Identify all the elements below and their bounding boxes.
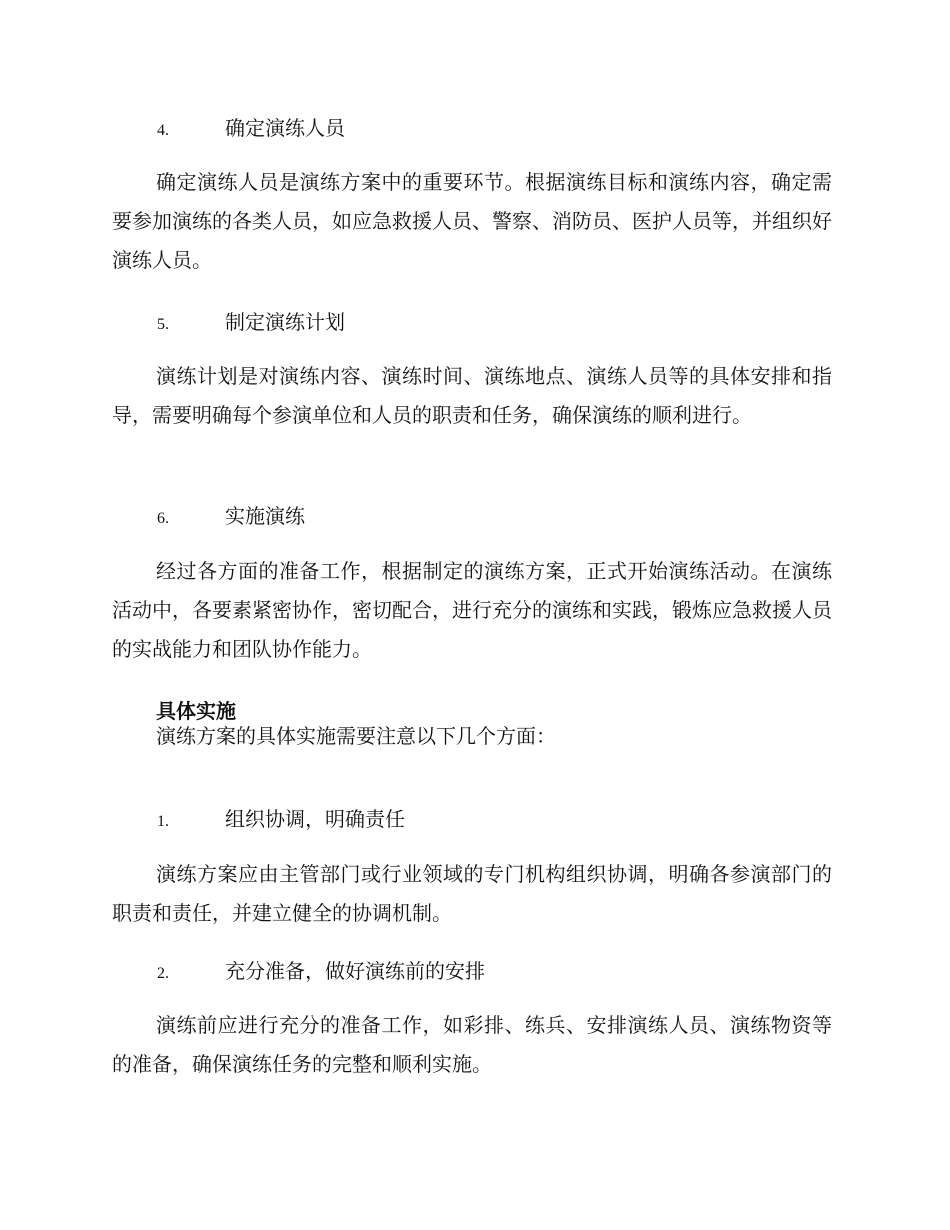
body-paragraph: 确定演练人员是演练方案中的重要环节。根据演练目标和演练内容，确定需要参加演练的各类人员，如应急救援人员、警察、消防员、医护人员等，并组织好演练人员。	[112, 170, 832, 272]
list-item	[112, 502, 832, 533]
list-number: 1.	[157, 813, 169, 830]
list-item	[112, 805, 832, 836]
body-paragraph: 经过各方面的准备工作，根据制定的演练方案，正式开始演练活动。在演练活动中，各要素紧密协作，密切配合，进行充分的演练和实践，锻炼应急救援人员的实战能力和团队协作能力。	[112, 559, 832, 661]
list-item-title: 充分准备，做好演练前的安排	[225, 959, 485, 983]
list-item-title: 组织协调，明确责任	[225, 807, 405, 831]
list-item-title: 制定演练计划	[225, 310, 345, 334]
list-item-title: 确定演练人员	[225, 116, 345, 140]
list-item	[112, 957, 832, 988]
list-number: 6.	[157, 510, 169, 527]
body-paragraph: 演练方案的具体实施需要注意以下几个方面：	[156, 724, 556, 748]
list-item	[112, 308, 832, 339]
list-number: 2.	[157, 965, 169, 982]
list-item-title: 实施演练	[225, 504, 305, 528]
section-heading: 具体实施	[156, 699, 236, 723]
list-number: 4.	[157, 122, 169, 139]
body-paragraph: 演练计划是对演练内容、演练时间、演练地点、演练人员等的具体安排和指导，需要明确每个参演单位和人员的职责和任务，确保演练的顺利进行。	[112, 364, 832, 427]
list-item	[112, 114, 832, 145]
list-number: 5.	[157, 316, 169, 333]
body-paragraph: 演练前应进行充分的准备工作，如彩排、练兵、安排演练人员、演练物资等的准备，确保演练任务的完整和顺利实施。	[112, 1013, 832, 1076]
body-paragraph: 演练方案应由主管部门或行业领域的专门机构组织协调，明确各参演部门的职责和责任，并建立健全的协调机制。	[112, 862, 832, 925]
